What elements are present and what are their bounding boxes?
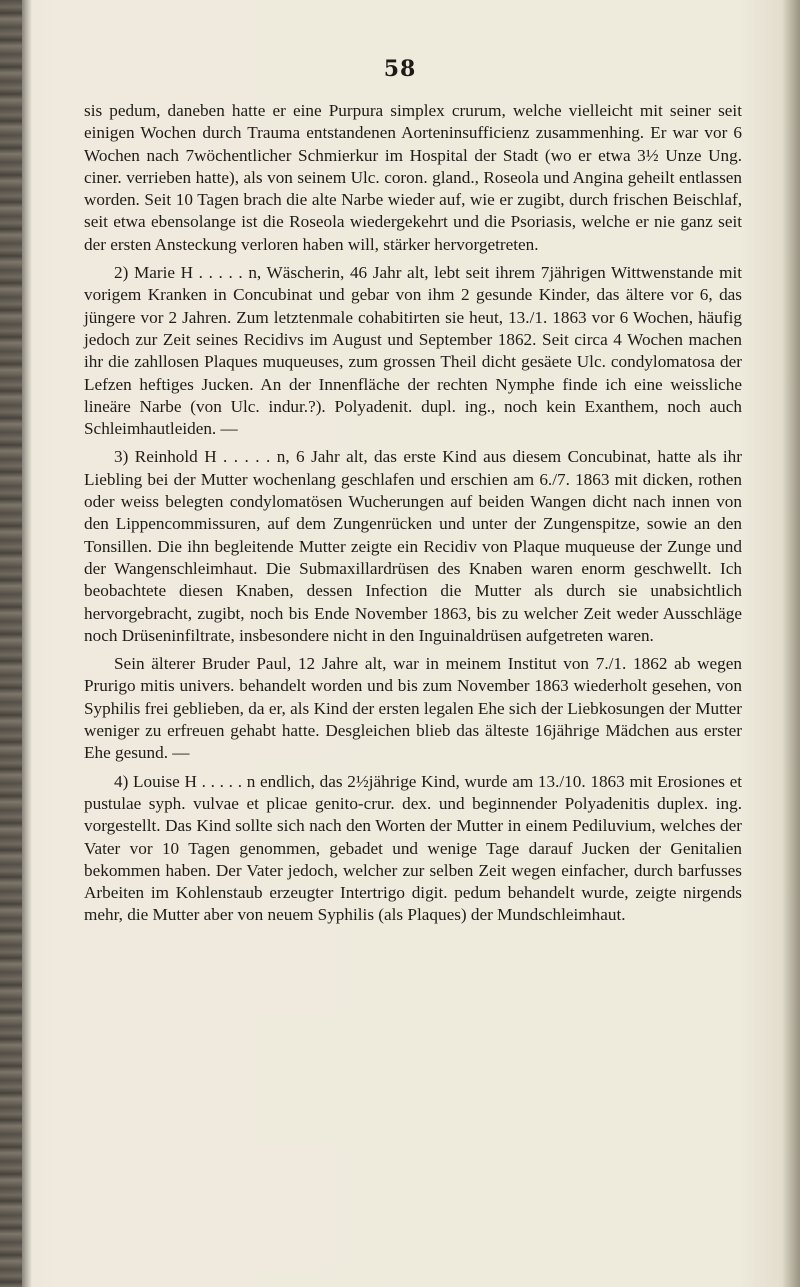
paragraph-5: 4) Louise H . . . . . n endlich, das 2½jährige Kind, wurde am 13./10. 1863 mit Erosiones et pustulae syph. vulvae et plicae genito-crur. dex. und beginnender Polyadenitis duplex. ing. vorgestellt. Das Kind sollte sich nach den Worten der Mutter in einem Pediluvium, welches der Vater vor 10 Tagen genommen, gebadet und wenige Tage darauf Jucken der Genitalien bekommen haben. Der Vater jedoch, welcher zur selben Zeit wegen einfacher, durch barfusses Arbeiten im Kohlenstaub erzeugter Intertrigo digit. pedum behandelt wurde, zeigte nirgends mehr, die Mutter aber von neuem Syphilis (als Plaques) der Mundschleimhaut. xyxy=(84,771,742,925)
page-edge-shadow xyxy=(782,0,800,1287)
book-binding xyxy=(0,0,22,1287)
paragraph-1: sis pedum, daneben hatte er eine Purpura simplex crurum, welche vielleicht mit seiner seit einigen Wochen durch Trauma entstandenen Aorteninsufficienz zusammenhing. Er war vor 6 Wochen nach 7wöchentlicher Schmierkur im Hospital der Stadt (wo er etwa 3½ Unze Ung. ciner. verrieben hatte), als von seinem Ulc. coron. gland., Roseola und Angina geheilt entlassen worden. Seit 10 Tagen brach die alte Narbe wieder auf, wie er zugibt, durch frischen Beischlaf, seit etwa ebensolange ist die Roseola wiedergekehrt und die Psoriasis, welche er nie ganz seit der ersten Ansteckung verloren haben will, stärker hervorgetreten. xyxy=(84,101,742,254)
page-number: 58 xyxy=(383,56,417,82)
binding-shadow xyxy=(22,0,32,1287)
paragraph-2: 2) Marie H . . . . . n, Wäscherin, 46 Jahr alt, lebt seit ihrem 7jährigen Wittwenstande mit vorigem Kranken in Concubinat und gebar von ihm 2 gesunde Kinder, das ältere vor 6, das jüngere vor 2 Jahren. Zum letztenmale cohabitirten sie heut, 13./1. 1863 vor 6 Wochen, häufig jedoch zur Zeit seines Recidivs im August und September 1862. Seit circa 4 Wochen machen ihr die zahllosen Plaques muqueuses, zum grossen Theil dicht gesäete Ulc. condylomatosa der Lefzen heftiges Jucken. An der Innenfläche der rechten Nymphe finde ich eine weissliche lineäre Narbe (von Ulc. indur.?). Polyadenit. dupl. ing., noch kein Exanthem, noch auch Schleimhautleiden. — xyxy=(84,263,742,439)
paragraph-3: 3) Reinhold H . . . . . n, 6 Jahr alt, das erste Kind aus diesem Concubinat, hatte als ihr Liebling bei der Mutter wochenlang geschlafen und erschien am 6./7. 1863 mit dicken, rothen oder weiss belegten condylomatösen Wucherungen auf beiden Wangen dicht nach innen von den Lippencommissuren, auf dem Zungenrücken und unter der Zungenspitze, sowie an den Tonsillen. Die ihn begleitende Mutter zeigte ein Recidiv von Plaque muqueuse der Zunge und der Wangenschleimhaut. Die Submaxillardrüsen des Knaben waren enorm geschwellt. Ich beobachtete diesen Knaben, dessen Infection die Mutter als durch sie unabsichtlich hervorgebracht, zugibt, noch bis Ende November 1863, bis zu welcher Zeit weder Ausschläge noch Drüseninfiltrate, insbesondere nicht in den Inguinaldrüsen aufgetreten waren. xyxy=(84,447,742,645)
paragraph-4: Sein älterer Bruder Paul, 12 Jahre alt, war in meinem Institut von 7./1. 1862 ab wegen Prurigo mitis univers. behandelt worden und bis zum November 1863 wiederholt gesehen, von Syphilis frei geblieben, da er, als Kind der ersten legalen Ehe sich der Liebkosungen der Mutter weniger zu erfreuen gehabt hatte. Desgleichen blieb das älteste 16jährige Mädchen aus erster Ehe gesund. — xyxy=(84,654,742,763)
body-text xyxy=(84,100,742,933)
